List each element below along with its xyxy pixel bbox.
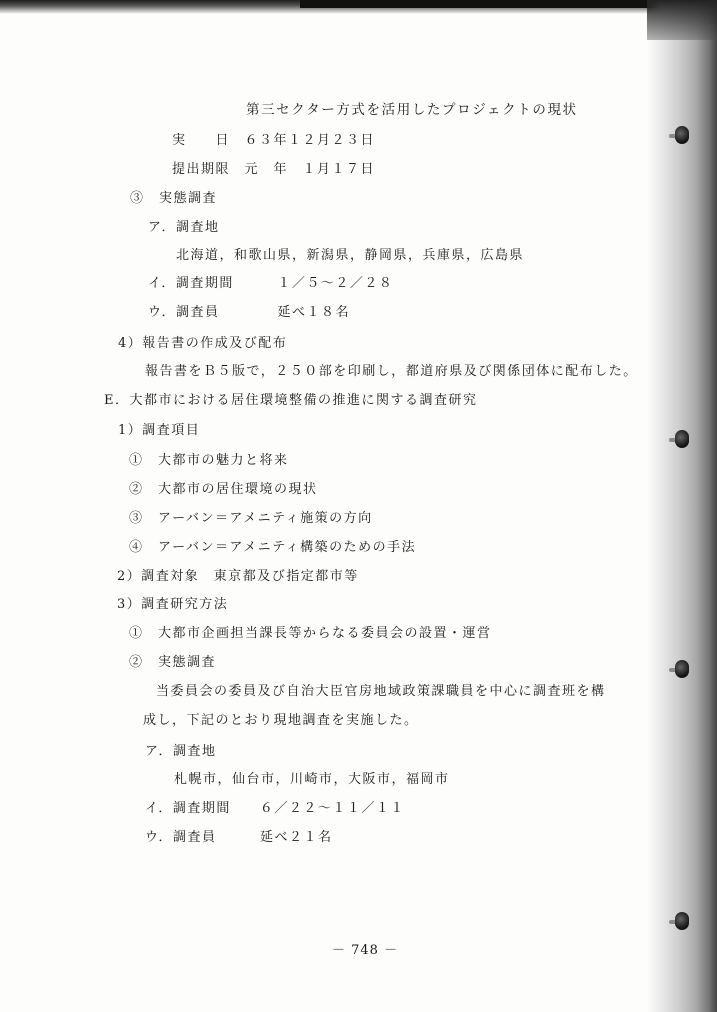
list-item: ② 実態調査	[129, 655, 217, 670]
section-heading: 4）報告書の作成及び配布	[118, 336, 288, 351]
body-paragraph: 成し，下記のとおり現地調査を実施した。	[143, 713, 419, 728]
section-heading: ③ 実態調査	[130, 191, 218, 206]
section-heading: 2）調査対象 東京都及び指定都市等	[117, 569, 359, 584]
section-heading: 3）調査研究方法	[117, 597, 229, 612]
subsection-heading: ア．調査地	[145, 744, 217, 759]
survey-period: イ．調査期間 １／５～２／２８	[148, 276, 394, 291]
binder-ring-icon	[675, 126, 689, 144]
binder-top-shadow	[647, 0, 717, 40]
binder-spine-shadow	[647, 0, 717, 1012]
binder-ring-icon	[675, 660, 689, 678]
survey-staff: ウ．調査員 延べ２１名	[145, 830, 333, 845]
binder-ring-icon	[675, 430, 689, 448]
submission-deadline: 提出期限 元 年 １月１７日	[172, 162, 376, 177]
page-number: － 748 －	[332, 943, 399, 958]
survey-staff: ウ．調査員 延べ１８名	[148, 305, 350, 320]
survey-date: 実 日 ６３年１２月２３日	[172, 133, 376, 148]
binder-ring-icon	[675, 912, 689, 930]
survey-locations: 札幌市，仙台市，川崎市，大阪市，福岡市	[174, 772, 450, 787]
document-title: 第三セクター方式を活用したプロジェクトの現状	[246, 102, 578, 118]
list-item: ② 大都市の居住環境の現状	[129, 482, 318, 497]
subsection-heading: ア．調査地	[148, 220, 220, 235]
list-item: ④ アーバン＝アメニティ構築のための手法	[129, 540, 417, 555]
survey-locations: 北海道，和歌山県，新潟県，静岡県，兵庫県，広島県	[176, 248, 525, 263]
body-paragraph: 当委員会の委員及び自治大臣官房地域政策課職員を中心に調査班を構	[156, 684, 606, 699]
chapter-heading: E．大都市における居住環境整備の推進に関する調査研究	[104, 393, 478, 408]
survey-period: イ．調査期間 ６／２２～１１／１１	[145, 801, 405, 816]
list-item: ① 大都市の魅力と将来	[129, 453, 289, 468]
body-paragraph: 報告書をＢ５版で，２５０部を印刷し，都道府県及び関係団体に配布した。	[145, 364, 638, 379]
list-item: ① 大都市企画担当課長等からなる委員会の設置・運営	[129, 626, 492, 641]
list-item: ③ アーバン＝アメニティ施策の方向	[129, 511, 373, 526]
section-heading: 1）調査項目	[118, 423, 201, 438]
